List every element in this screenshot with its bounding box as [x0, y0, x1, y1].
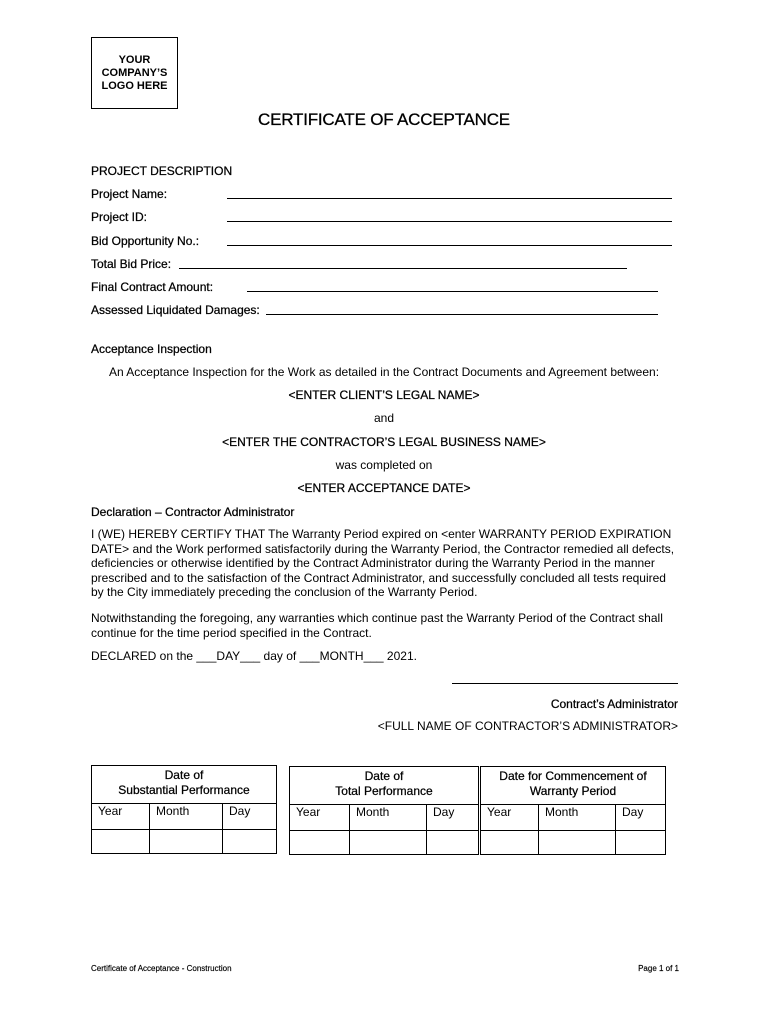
project-id-line[interactable]	[227, 221, 672, 222]
contractor-name-placeholder: <ENTER THE CONTRACTOR’S LEGAL BUSINESS NAME>	[222, 435, 546, 449]
year-cell[interactable]	[480, 831, 539, 855]
day-cell[interactable]	[616, 831, 666, 855]
substantial-performance-table	[91, 765, 277, 854]
table-title-line: Warranty Period	[529, 784, 617, 798]
month-column-header: Month	[150, 804, 223, 830]
and-text: and	[373, 411, 395, 425]
declaration-heading: Declaration – Contractor Administrator	[91, 505, 295, 519]
table-title-line: Substantial Performance	[118, 783, 250, 797]
project-id-label: Project ID:	[91, 210, 148, 224]
month-cell[interactable]	[350, 831, 427, 855]
month-cell[interactable]	[539, 831, 616, 855]
bid-opportunity-label: Bid Opportunity No.:	[91, 234, 200, 248]
acceptance-inspection-heading: Acceptance Inspection	[91, 342, 212, 356]
month-column-header: Month	[350, 805, 427, 831]
client-name-placeholder: <ENTER CLIENT’S LEGAL NAME>	[288, 388, 480, 402]
project-description-heading: PROJECT DESCRIPTION	[91, 164, 233, 178]
month-cell[interactable]	[150, 830, 223, 854]
table-title-line: Total Performance	[335, 784, 433, 798]
logo-line: LOGO HERE	[101, 79, 168, 92]
liquidated-damages-line[interactable]	[266, 314, 658, 315]
footer-page-number: Page 1 of 1	[638, 964, 679, 973]
total-bid-price-line[interactable]	[179, 268, 627, 269]
table-title-line: Date of	[364, 769, 404, 783]
signatory-title: Contract’s Administrator	[550, 697, 678, 711]
logo-line: COMPANY’S	[101, 66, 168, 79]
day-column-header: Day	[427, 805, 480, 831]
total-bid-price-label: Total Bid Price:	[91, 257, 172, 271]
document-title: CERTIFICATE OF ACCEPTANCE	[258, 110, 510, 129]
acceptance-date-placeholder: <ENTER ACCEPTANCE DATE>	[297, 481, 471, 495]
liquidated-damages-label: Assessed Liquidated Damages:	[91, 303, 260, 317]
year-cell[interactable]	[92, 830, 150, 854]
month-column-header: Month	[539, 805, 616, 831]
inspection-intro: An Acceptance Inspection for the Work as detailed in the Contract Documents and Agreement between:	[108, 365, 660, 379]
performance-warranty-table	[289, 766, 666, 855]
day-column-header: Day	[223, 804, 277, 830]
signatory-name-placeholder: <FULL NAME OF CONTRACTOR’S ADMINISTRATOR>	[377, 719, 678, 733]
table-title-line: Date of	[164, 768, 204, 782]
footer-document-name: Certificate of Acceptance - Construction	[91, 964, 232, 973]
warranty-paragraph: Notwithstanding the foregoing, any warranties which continue past the Warranty Period of the Contract shall continue for the time period specified in the Contract.	[91, 611, 663, 640]
signature-line[interactable]	[452, 683, 678, 684]
year-column-header: Year	[92, 804, 150, 830]
substantial-performance-header	[92, 766, 277, 804]
year-cell[interactable]	[290, 831, 350, 855]
final-contract-amount-line[interactable]	[247, 291, 658, 292]
table-title-line: Date for Commencement of	[499, 769, 647, 783]
day-cell[interactable]	[427, 831, 480, 855]
declaration-paragraph: I (WE) HEREBY CERTIFY THAT The Warranty Period expired on <enter WARRANTY PERIOD EXPIRATION DATE> and the Work performed satisfactorily during the Warranty Period, the Contractor remedied all defects, deficiencies or otherwise identified by the Contract Administrator during the Warranty Period in the manner prescribed and to the satisfaction of the Contract Administrator, and successfully concluded all tests required by the City immediately preceding the conclusion of the Warranty Period.	[91, 527, 675, 600]
project-name-line[interactable]	[227, 198, 672, 199]
logo-line: YOUR	[118, 53, 151, 66]
company-logo-placeholder	[91, 37, 178, 109]
bid-opportunity-line[interactable]	[227, 245, 672, 246]
completed-on-text: was completed on	[335, 458, 433, 472]
project-name-label: Project Name:	[91, 187, 168, 201]
year-column-header: Year	[480, 805, 539, 831]
declared-date-line: DECLARED on the ___DAY___ day of ___MONTH___ 2021.	[91, 649, 417, 663]
warranty-period-header	[480, 767, 666, 805]
year-column-header: Year	[290, 805, 350, 831]
day-cell[interactable]	[223, 830, 277, 854]
total-performance-header	[290, 767, 480, 805]
final-contract-amount-label: Final Contract Amount:	[91, 280, 214, 294]
day-column-header: Day	[616, 805, 666, 831]
